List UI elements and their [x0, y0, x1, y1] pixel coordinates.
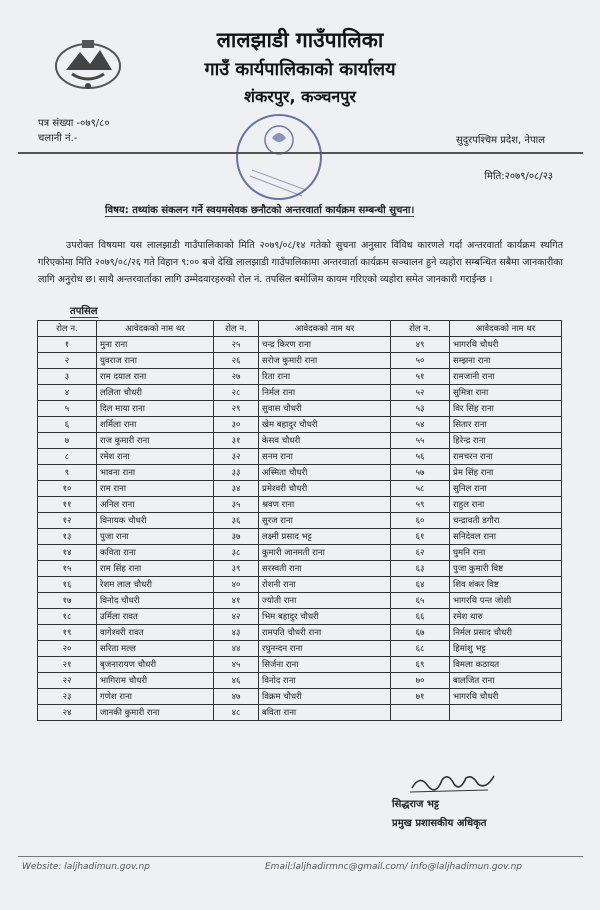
applicant-name-cell: गणेश राना: [97, 689, 214, 705]
roll-number-cell: १: [38, 337, 97, 353]
applicant-name-cell: भिम बहादुर चौधरी: [259, 609, 391, 625]
roll-number-cell: ६८: [391, 641, 450, 657]
roll-number-cell: १३: [38, 529, 97, 545]
roll-number-cell: १९: [38, 625, 97, 641]
applicant-name-cell: रघुनन्दन राना: [259, 641, 391, 657]
column-header: आवेदकको नाम थर: [450, 321, 562, 337]
roll-number-cell: ६६: [391, 609, 450, 625]
applicant-name-cell: रिता राना: [259, 369, 391, 385]
roll-number-cell: ५६: [391, 449, 450, 465]
roll-number-cell: १४: [38, 545, 97, 561]
applicant-name-cell: युवराज राना: [97, 353, 214, 369]
signer-title: प्रमुख प्रशासकीय अधिकृत: [392, 818, 487, 829]
applicant-name-cell: बालजित राना: [450, 673, 562, 689]
roll-number-cell: ४७: [214, 689, 259, 705]
roll-number-cell: २२: [38, 673, 97, 689]
letter-date: मिति:२०७९/०८/२३: [484, 171, 553, 182]
applicant-name-cell: पुजा कुमारी विष्ट: [450, 561, 562, 577]
table-row: [38, 545, 562, 561]
table-row: [38, 449, 562, 465]
applicant-name-cell: सुमित्रा राना: [450, 385, 562, 401]
roll-number-cell: २०: [38, 641, 97, 657]
roll-number-cell: ३: [38, 369, 97, 385]
roll-number-cell: ११: [38, 497, 97, 513]
roll-number-cell: २१: [38, 657, 97, 673]
applicant-name-cell: रेशम लाल चौधरी: [97, 577, 214, 593]
table-row: [38, 433, 562, 449]
roll-number-cell: १०: [38, 481, 97, 497]
applicant-name-cell: विक्रम चौधरी: [259, 689, 391, 705]
roll-number-cell: ४९: [391, 337, 450, 353]
applicant-name-cell: सरिता मल्ल: [97, 641, 214, 657]
footer-website: Website: laljhadimun.gov.np: [22, 862, 150, 872]
roll-number-cell: ४५: [214, 657, 259, 673]
roll-number-cell: ३५: [214, 497, 259, 513]
roll-number-cell: ४४: [214, 641, 259, 657]
roll-number-cell: ५१: [391, 369, 450, 385]
roll-number-cell: ५४: [391, 417, 450, 433]
roll-number-cell: १७: [38, 593, 97, 609]
applicant-name-cell: अनिल राना: [97, 497, 214, 513]
roll-number-cell: ३७: [214, 529, 259, 545]
roll-number-cell: २८: [214, 385, 259, 401]
applicant-name-cell: रामपति चौधरी राना: [259, 625, 391, 641]
roll-number-cell: ५०: [391, 353, 450, 369]
applicant-name-cell: सरोज कुमारी राना: [259, 353, 391, 369]
roll-number-cell: ४२: [214, 609, 259, 625]
roll-number-cell: २३: [38, 689, 97, 705]
applicant-name-cell: सनिदेवल राना: [450, 529, 562, 545]
applicant-name-cell: भागरथि चौधरी: [450, 689, 562, 705]
applicant-name-cell: भागिराम चौधरी: [97, 673, 214, 689]
body-paragraph: उपरोक्त विषयमा यस लालझाडी गाउँपालिकाको मिति २०७९/०८/१४ गतेको सुचना अनुसार विविध कारणले गर्दा अन्तरवार्ता कार्यक्रम स्थगित गरिएकोमा मिति २०७९/०८/२६ गते विहान ९:०० बजे देखि लालझाडी गाउँपालिकामा अन्तरवार्ता कार्यक्रम सञ्चालन हुने व्यहोरा सम्बन्धित सबैमा जानकारीका लागि अनुरोध छ। साथै अन्तरवार्ताका लागि उम्मेदवारहरुको रोल नं. तपसिल बमोजिम कायम गरिएको व्यहोरा समेत जानकारी गराईन्छ ।: [38, 240, 563, 285]
header-divider: [18, 152, 583, 154]
applicant-name-cell: रामचरन राना: [450, 449, 562, 465]
roll-number-cell: ६४: [391, 577, 450, 593]
chalani-number: चलानी नं.-: [38, 133, 78, 144]
column-header: आवेदकको नाम थर: [97, 321, 214, 337]
table-row: [38, 577, 562, 593]
office-stamp-icon: [232, 110, 326, 204]
table-row: [38, 337, 562, 353]
applicant-name-cell: निर्मल राना: [259, 385, 391, 401]
roll-number-cell: ३३: [214, 465, 259, 481]
applicant-name-cell: सिर्जना राना: [259, 657, 391, 673]
roll-number-cell: ४६: [214, 673, 259, 689]
applicant-name-cell: बविता राना: [259, 705, 391, 721]
applicant-name-cell: रमेश राना: [97, 449, 214, 465]
table-row: [38, 401, 562, 417]
roll-number-cell: ३२: [214, 449, 259, 465]
applicant-name-cell: प्रेम सिंह राना: [450, 465, 562, 481]
roll-number-cell: ६३: [391, 561, 450, 577]
applicant-name-cell: मुना राना: [97, 337, 214, 353]
table-row: [38, 689, 562, 705]
applicant-name-cell: चन्द्रावती डगौरा: [450, 513, 562, 529]
roll-number-cell: १२: [38, 513, 97, 529]
footer-email: Email:laljhadirmnc@gmail.com/ info@laljhadimun.gov.np: [265, 862, 522, 872]
roll-number-cell: ३०: [214, 417, 259, 433]
roll-number-cell: १५: [38, 561, 97, 577]
roll-number-cell: ४१: [214, 593, 259, 609]
roll-number-cell: ५९: [391, 497, 450, 513]
applicant-name-cell: सुरज राना: [259, 513, 391, 529]
office-title: गाउँ कार्यपालिकाको कार्यालय: [204, 59, 396, 80]
province-label: सुदुरपश्चिम प्रदेश, नेपाल: [456, 135, 545, 146]
roll-number-cell: ४३: [214, 625, 259, 641]
applicant-name-cell: जानकी कुमारी राना: [97, 705, 214, 721]
roll-number-cell: ४: [38, 385, 97, 401]
table-row: [38, 705, 562, 721]
roll-number-cell: ९: [38, 465, 97, 481]
applicant-name-cell: हिमांशु भट्ट: [450, 641, 562, 657]
applicant-name-cell: शिव शंकर विष्ट: [450, 577, 562, 593]
roll-number-cell: ५२: [391, 385, 450, 401]
roll-number-cell: ३८: [214, 545, 259, 561]
applicant-name-cell: राम राना: [97, 481, 214, 497]
column-header: रोल न.: [391, 321, 450, 337]
roll-number-cell: ६५: [391, 593, 450, 609]
roll-number-cell: २६: [214, 353, 259, 369]
applicant-name-cell: राहुल राना: [450, 497, 562, 513]
applicant-name-cell: घुमनि राना: [450, 545, 562, 561]
roll-number-cell: २५: [214, 337, 259, 353]
applicant-name-cell: सरस्वती राना: [259, 561, 391, 577]
roll-number-cell: ८: [38, 449, 97, 465]
signature-mark-icon: [408, 770, 498, 796]
applicant-name-cell: पुजा राना: [97, 529, 214, 545]
applicant-name-cell: विर सिंह राना: [450, 401, 562, 417]
applicant-name-cell: वागेश्वरी रावत: [97, 625, 214, 641]
applicant-name-cell: सितार राना: [450, 417, 562, 433]
column-header: रोल न.: [214, 321, 259, 337]
table-row: [38, 657, 562, 673]
applicant-name-cell: विनोद राना: [259, 673, 391, 689]
signer-name: सिद्धराज भट्ट: [392, 799, 439, 810]
table-row: [38, 417, 562, 433]
applicant-name-cell: चन्द्र किरण राना: [259, 337, 391, 353]
applicant-name-cell: विमला कठायत: [450, 657, 562, 673]
roll-number-cell: २४: [38, 705, 97, 721]
applicant-name-cell: सम्झना राना: [450, 353, 562, 369]
applicant-name-cell: राम सिंह राना: [97, 561, 214, 577]
table-row: [38, 561, 562, 577]
table-row: [38, 497, 562, 513]
roll-number-cell: ३६: [214, 513, 259, 529]
applicant-name-cell: निर्मल प्रसाद चौधरी: [450, 625, 562, 641]
applicant-name-cell: बृजनारायण चौधरी: [97, 657, 214, 673]
roll-number-cell: ५: [38, 401, 97, 417]
applicant-name-cell: भागरथि पन्त जोशी: [450, 593, 562, 609]
roll-number-cell: ५३: [391, 401, 450, 417]
roll-number-cell: ६७: [391, 625, 450, 641]
table-row: [38, 465, 562, 481]
roll-number-cell: २७: [214, 369, 259, 385]
applicant-name-cell: हिरेन्द्र राना: [450, 433, 562, 449]
applicant-name-cell: रोशनी राना: [259, 577, 391, 593]
roll-number-cell: ६१: [391, 529, 450, 545]
column-header: रोल न.: [38, 321, 97, 337]
roll-number-cell: ३१: [214, 433, 259, 449]
table-row: [38, 353, 562, 369]
roll-number-cell: ३४: [214, 481, 259, 497]
roll-number-cell: ४०: [214, 577, 259, 593]
applicant-name-cell: शर्मिला राना: [97, 417, 214, 433]
roll-number-cell: २९: [214, 401, 259, 417]
table-row: [38, 673, 562, 689]
roll-number-cell: ६: [38, 417, 97, 433]
applicant-name-cell: विनोद चौधरी: [97, 593, 214, 609]
applicant-name-cell: सनम राना: [259, 449, 391, 465]
applicant-name-cell: प्रमेश्वरी चौधरी: [259, 481, 391, 497]
applicant-name-cell: सुनिल राना: [450, 481, 562, 497]
roll-number-cell: ३९: [214, 561, 259, 577]
roll-number-cell: २: [38, 353, 97, 369]
footer-divider: [18, 856, 583, 857]
column-header: आवेदकको नाम थर: [259, 321, 391, 337]
roll-number-cell: ६२: [391, 545, 450, 561]
roll-number-cell: [391, 705, 450, 721]
roll-number-cell: ७०: [391, 673, 450, 689]
roll-number-cell: ५७: [391, 465, 450, 481]
roll-number-cell: ५८: [391, 481, 450, 497]
roll-number-cell: १८: [38, 609, 97, 625]
address-title: शंकरपुर, कञ्चनपुर: [244, 87, 356, 106]
roll-number-cell: ६०: [391, 513, 450, 529]
applicant-name-cell: उर्मिला रावत: [97, 609, 214, 625]
table-row: [38, 513, 562, 529]
table-row: [38, 369, 562, 385]
roll-number-cell: ६९: [391, 657, 450, 673]
applicant-name-cell: ललिता चौधरी: [97, 385, 214, 401]
roll-number-cell: ७१: [391, 689, 450, 705]
tapsil-heading: तपसिल: [70, 303, 98, 318]
applicant-name-cell: भागरथि चौधरी: [450, 337, 562, 353]
table-row: [38, 609, 562, 625]
table-row: [38, 593, 562, 609]
applicant-name-cell: राज कुमारी राना: [97, 433, 214, 449]
roll-number-cell: ५५: [391, 433, 450, 449]
table-row: [38, 385, 562, 401]
table-row: [38, 529, 562, 545]
roll-number-cell: ४८: [214, 705, 259, 721]
roll-number-cell: १६: [38, 577, 97, 593]
applicant-name-cell: कविता राना: [97, 545, 214, 561]
roll-number-cell: ७: [38, 433, 97, 449]
municipality-title: लालझाडी गाउँपालिका: [216, 28, 384, 52]
applicant-name-cell: लक्ष्मी प्रसाद भट्ट: [259, 529, 391, 545]
table-row: [38, 481, 562, 497]
table-row: [38, 625, 562, 641]
applicant-name-cell: राम दयाल राना: [97, 369, 214, 385]
ref-number: पत्र संख्या -०७९/८०: [38, 118, 110, 129]
applicant-name-cell: अस्मिता चौधरी: [259, 465, 391, 481]
applicant-name-cell: दिल माया राना: [97, 401, 214, 417]
applicant-name-cell: भावना राना: [97, 465, 214, 481]
applicant-name-cell: कुमारी जानमती राना: [259, 545, 391, 561]
table-row: [38, 641, 562, 657]
applicant-name-cell: श्रवण राना: [259, 497, 391, 513]
applicant-name-cell: खेम बहादुर चौधरी: [259, 417, 391, 433]
applicant-name-cell: [450, 705, 562, 721]
table-header-row: [38, 321, 562, 337]
candidate-table: [37, 320, 562, 721]
applicant-name-cell: रामजानी राना: [450, 369, 562, 385]
applicant-name-cell: सुवास चौधरी: [259, 401, 391, 417]
subject-line: विषय: तथ्यांक संकलन गर्ने स्वयमसेवक छनौटको अन्तरवार्ता कार्यक्रम सम्बन्धी सुचना।: [105, 202, 414, 217]
applicant-name-cell: रमेश थारु: [450, 609, 562, 625]
applicant-name-cell: केसव चौधरी: [259, 433, 391, 449]
applicant-name-cell: ज्योती राना: [259, 593, 391, 609]
applicant-name-cell: विनायक चौधरी: [97, 513, 214, 529]
